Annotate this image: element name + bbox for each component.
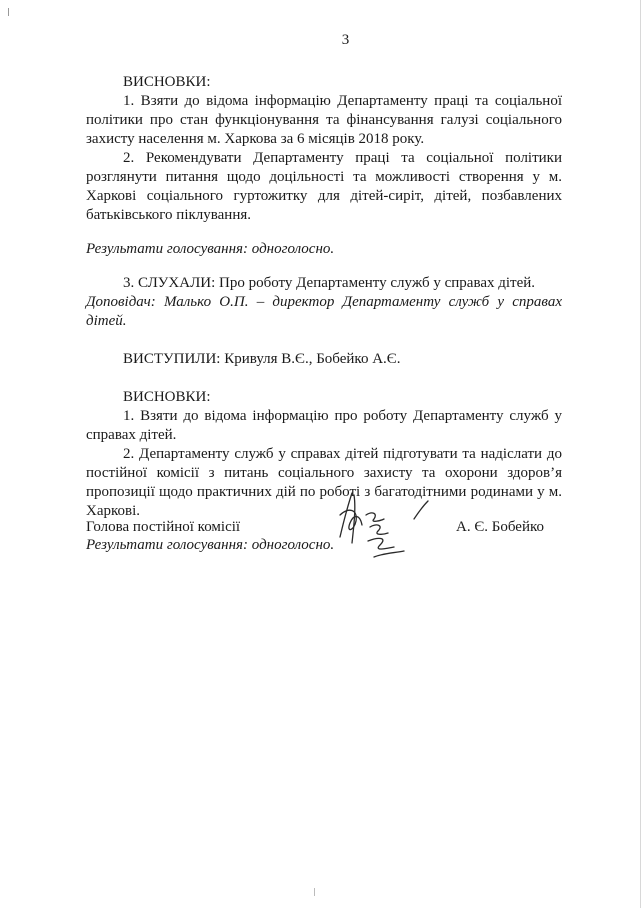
vote-result-1: Результати голосування: одноголосно.	[86, 241, 335, 257]
page-edge	[640, 0, 641, 908]
speaker-line: Доповідач: Малько О.П. – директор Департаменту служб у справах дітей.	[86, 294, 562, 329]
heard-item: 3. СЛУХАЛИ: Про роботу Департаменту служб у справах дітей.	[123, 275, 536, 291]
signatory-name: А. Є. Бобейко	[456, 519, 544, 535]
page-number: 3	[341, 32, 350, 48]
conclusion-2-1: 1. Взяти до відома інформацію про роботу Департаменту служб у справах дітей.	[86, 408, 562, 443]
conclusions-heading-1: ВИСНОВКИ:	[123, 74, 211, 90]
document-body	[86, 73, 562, 555]
handwritten-signature	[330, 485, 450, 575]
conclusion-2-2: 2. Департаменту служб у справах дітей підготувати та надіслати до постійної комісії з питань соціального захисту та охорони здоров’я пропозиції щодо практичних дій по роботі з багатодітними родинами у м. Харкові.	[86, 446, 562, 519]
vote-result-2: Результати голосування: одноголосно.	[86, 537, 335, 553]
signatory-title: Голова постійної комісії	[86, 519, 241, 535]
conclusion-1-2: 2. Рекомендувати Департаменту праці та соціальної політики розглянути питання щодо доцільності та можливості створення у м. Харкові соціального гуртожитку для дітей-сиріт, дітей, позбавлених батьківського піклування.	[86, 150, 562, 223]
conclusions-heading-2: ВИСНОВКИ:	[123, 389, 211, 405]
conclusion-1-1: 1. Взяти до відома інформацію Департаменту праці та соціальної політики про стан функціонування та фінансування галузі соціального захисту населення м. Харкова за 6 місяців 2018 року.	[86, 93, 562, 147]
scan-mark	[8, 8, 9, 16]
spoke-line: ВИСТУПИЛИ: Кривуля В.Є., Бобейко А.Є.	[123, 351, 401, 367]
scan-mark-bottom	[314, 888, 315, 896]
